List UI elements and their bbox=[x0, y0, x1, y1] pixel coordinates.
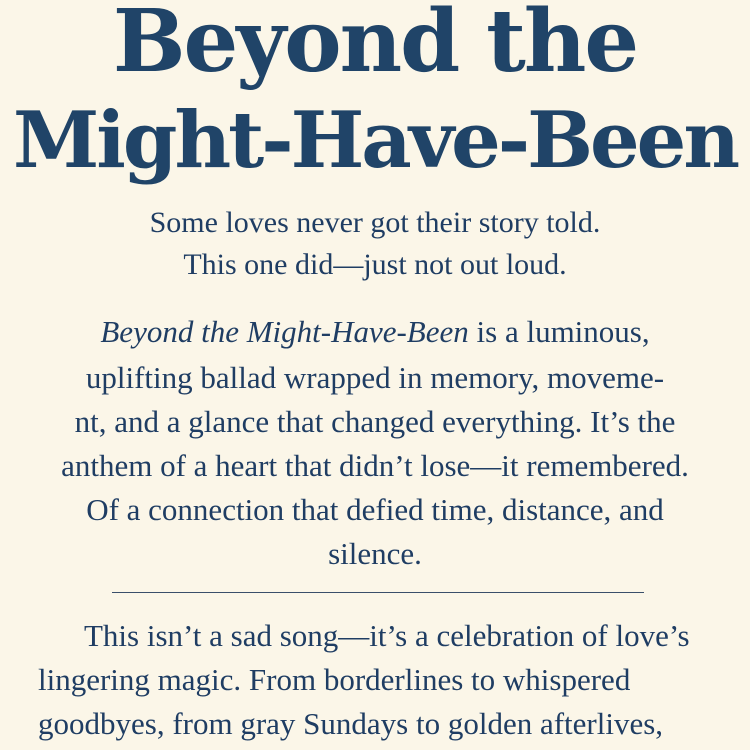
closing-line-2: lingering magic. From borderlines to whispered bbox=[38, 662, 631, 697]
tagline-line-2: This one did—just not out loud. bbox=[183, 248, 567, 281]
title-line-2: Might-Have-Been bbox=[12, 95, 738, 186]
description-line-3: nt, and a glance that changed everything. It’s the bbox=[74, 404, 676, 439]
closing-line-3: goodbyes, from gray Sundays to golden afterlives, bbox=[38, 706, 664, 741]
song-title-italic: Beyond the Might-Have-Been bbox=[100, 314, 469, 349]
title-line-1: Beyond the bbox=[112, 0, 638, 92]
description-line-2: uplifting ballad wrapped in memory, moveme- bbox=[85, 360, 665, 395]
closing-line-1: This isn’t a sad song—it’s a celebration of love’s bbox=[84, 618, 690, 653]
section-divider bbox=[112, 592, 644, 593]
tagline-line-1: Some loves never got their story told. bbox=[149, 206, 601, 239]
description-line-4: anthem of a heart that didn’t lose—it remembered. bbox=[61, 448, 689, 483]
description-line-1 bbox=[0, 312, 750, 352]
description-line-1-rest: is a luminous, bbox=[468, 314, 650, 349]
description-line-6: silence. bbox=[328, 536, 422, 571]
description-line-5: Of a connection that defied time, distance, and bbox=[86, 492, 664, 527]
